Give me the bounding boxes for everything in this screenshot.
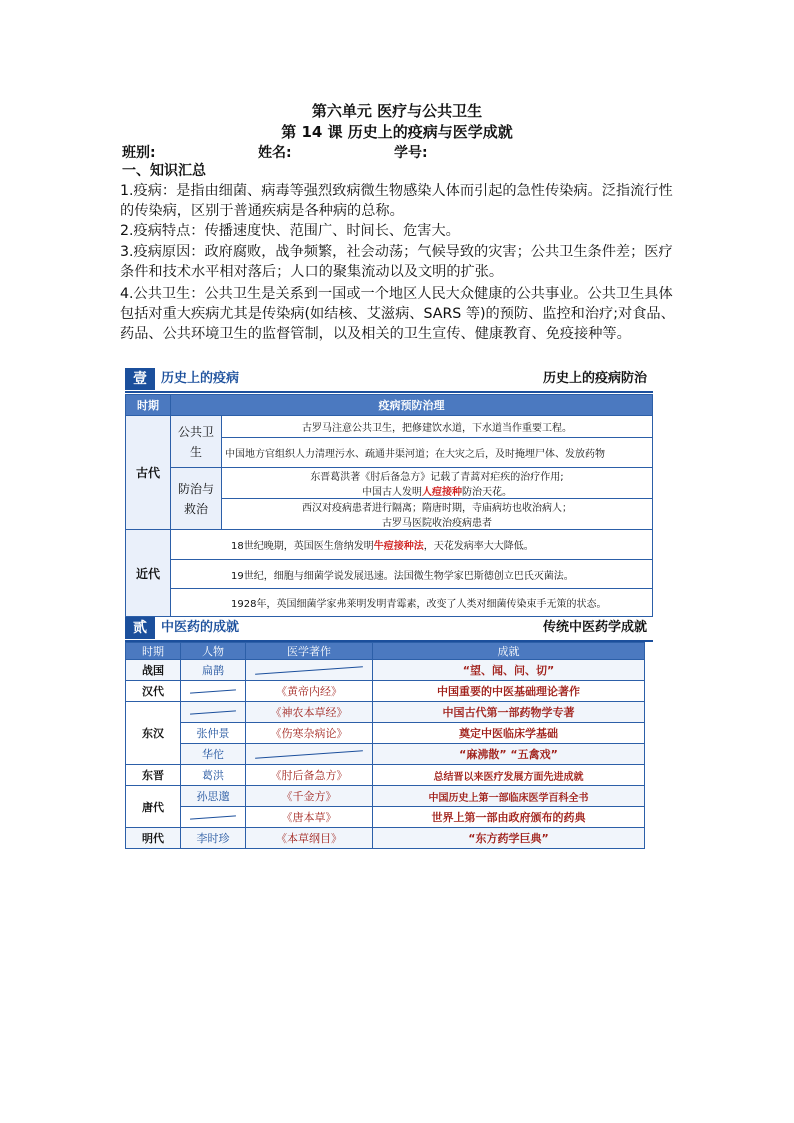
achievement-cell: “望、闻、问、切” — [373, 660, 645, 681]
table-row: 19世纪，细胞与细菌学说发展迅速。法国微生物学家巴斯德创立巴氏灭菌法。 — [171, 560, 653, 589]
person-cell: 张仲景 — [181, 723, 246, 744]
banner-right-title: 历史上的疫病防治 — [542, 371, 647, 386]
table-row: 古罗马注意公共卫生，把修建饮水道，下水道当作重要工程。 — [222, 416, 653, 438]
achievement-cell: 中国重要的中医基础理论著作 — [373, 681, 645, 702]
header-achievement: 成就 — [373, 643, 645, 660]
era-ancient: 古代 — [126, 416, 171, 530]
era-cell: 东晋 — [126, 765, 181, 786]
category-public-health: 公共卫生 — [171, 416, 222, 468]
paragraph-4: 4.公共卫生：公共卫生是关系到一国或一个地区人民大众健康的公共事业。公共卫生具体包括对重大疾病尤其是传染病(如结核、艾滋病、SARS 等)的预防、监控和治疗;对食品、药品、公共环境卫生的监督管制，以及相关的卫生宣传、健康教育、免疫接种等。 — [120, 286, 675, 342]
banner-tcm — [125, 617, 653, 639]
table-row: 1928年，英国细菌学家弗莱明发明青霉素，改变了人类对细菌传染束手无策的状态。 — [171, 589, 653, 617]
row-text-pre: 中国古人发明 — [362, 487, 422, 498]
banner-left-title: 历史上的疫病 — [161, 371, 240, 386]
table-row — [171, 530, 653, 560]
achievement-cell: “东方药学巨典” — [373, 828, 645, 849]
book-cell: 《本草纲目》 — [246, 828, 373, 849]
lesson-title: 第 14 课 历史上的疫病与医学成就 — [281, 123, 513, 141]
person-cell: 华佗 — [181, 744, 246, 765]
tcm-achievement-table — [125, 642, 645, 849]
header-content: 疫病预防治理 — [171, 395, 653, 416]
person-cell-blank — [181, 807, 246, 828]
book-cell-blank — [246, 660, 373, 681]
highlight-smallpox: 人痘接种 — [422, 487, 462, 498]
era-modern: 近代 — [126, 530, 171, 617]
header-book: 医学著作 — [246, 643, 373, 660]
era-cell: 明代 — [126, 828, 181, 849]
highlight-cowpox: 牛痘接种法 — [373, 541, 424, 552]
person-cell: 扁鹊 — [181, 660, 246, 681]
name-label: 姓名: — [258, 145, 292, 161]
category-prevention: 防治与救治 — [171, 468, 222, 530]
achievement-cell: 奠定中医临床学基础 — [373, 723, 645, 744]
banner-number: 壹 — [125, 368, 155, 390]
table-row — [222, 468, 653, 499]
blank-slash — [190, 689, 236, 693]
paragraph-2: 2.疫病特点：传播速度快、范围广、时间长、危害大。 — [120, 223, 460, 239]
blank-slash — [190, 815, 236, 819]
banner-underline — [125, 391, 653, 393]
person-cell-blank — [181, 702, 246, 723]
paragraph-3: 3.疫病原因：政府腐败，战争频繁，社会动荡；气候导致的灾害；公共卫生条件差；医疗条件和技术水平相对落后；人口的聚集流动以及文明的扩张。 — [120, 244, 673, 280]
banner-left-title: 中医药的成就 — [161, 620, 240, 635]
row-text: 古罗马医院收治疫病患者 — [382, 518, 492, 529]
book-cell-blank — [246, 744, 373, 765]
blank-slash — [190, 710, 236, 714]
banner-epidemics — [125, 368, 653, 390]
table-row — [222, 499, 653, 530]
achievement-cell: 中国历史上第一部临床医学百科全书 — [373, 786, 645, 807]
row-text: 东晋葛洪著《肘后备急方》记载了青蒿对疟疾的治疗作用; — [310, 472, 564, 483]
person-cell: 孙思邈 — [181, 786, 246, 807]
header-period: 时期 — [126, 395, 171, 416]
epidemic-prevention-table — [125, 394, 653, 617]
class-label: 班别: — [122, 145, 156, 161]
row-text — [225, 483, 649, 498]
era-cell: 汉代 — [126, 681, 181, 702]
era-cell: 东汉 — [126, 702, 181, 765]
banner-right-title: 传统中医药学成就 — [542, 620, 647, 635]
book-cell: 《肘后备急方》 — [246, 765, 373, 786]
header-era: 时期 — [126, 643, 181, 660]
banner-number: 贰 — [125, 617, 155, 639]
row-text: 西汉对疫病患者进行隔离；隋唐时期，寺庙病坊也收治病人； — [302, 503, 572, 514]
book-cell: 《黄帝内经》 — [246, 681, 373, 702]
achievement-cell: “麻沸散” “五禽戏” — [373, 744, 645, 765]
person-cell-blank — [181, 681, 246, 702]
achievement-cell: 中国古代第一部药物学专著 — [373, 702, 645, 723]
book-cell: 《伤寒杂病论》 — [246, 723, 373, 744]
era-cell: 唐代 — [126, 786, 181, 828]
person-cell: 李时珍 — [181, 828, 246, 849]
unit-title: 第六单元 医疗与公共卫生 — [311, 102, 483, 120]
book-cell: 《千金方》 — [246, 786, 373, 807]
section-heading: 一、知识汇总 — [122, 163, 206, 179]
blank-slash — [255, 750, 363, 759]
achievement-cell: 总结晋以来医疗发展方面先进成就 — [373, 765, 645, 786]
header-person: 人物 — [181, 643, 246, 660]
achievement-cell: 世界上第一部由政府颁布的药典 — [373, 807, 645, 828]
row-text-pre: 18世纪晚期，英国医生詹纳发明 — [231, 541, 374, 552]
book-cell: 《唐本草》 — [246, 807, 373, 828]
id-label: 学号: — [394, 145, 428, 161]
book-cell: 《神农本草经》 — [246, 702, 373, 723]
row-text-post: ，天花发病率大大降低。 — [423, 541, 534, 552]
person-cell: 葛洪 — [181, 765, 246, 786]
table-row: 中国地方官组织人力清理污水、疏通井渠河道；在大灾之后，及时掩埋尸体、发放药物 — [222, 438, 653, 468]
row-text-post: 防治天花。 — [462, 487, 512, 498]
paragraph-1: 1.疫病：是指由细菌、病毒等强烈致病微生物感染人体而引起的急性传染病。泛指流行性的传染病，区别于普通疾病是各种病的总称。 — [120, 183, 673, 219]
era-cell: 战国 — [126, 660, 181, 681]
blank-slash — [255, 666, 363, 675]
